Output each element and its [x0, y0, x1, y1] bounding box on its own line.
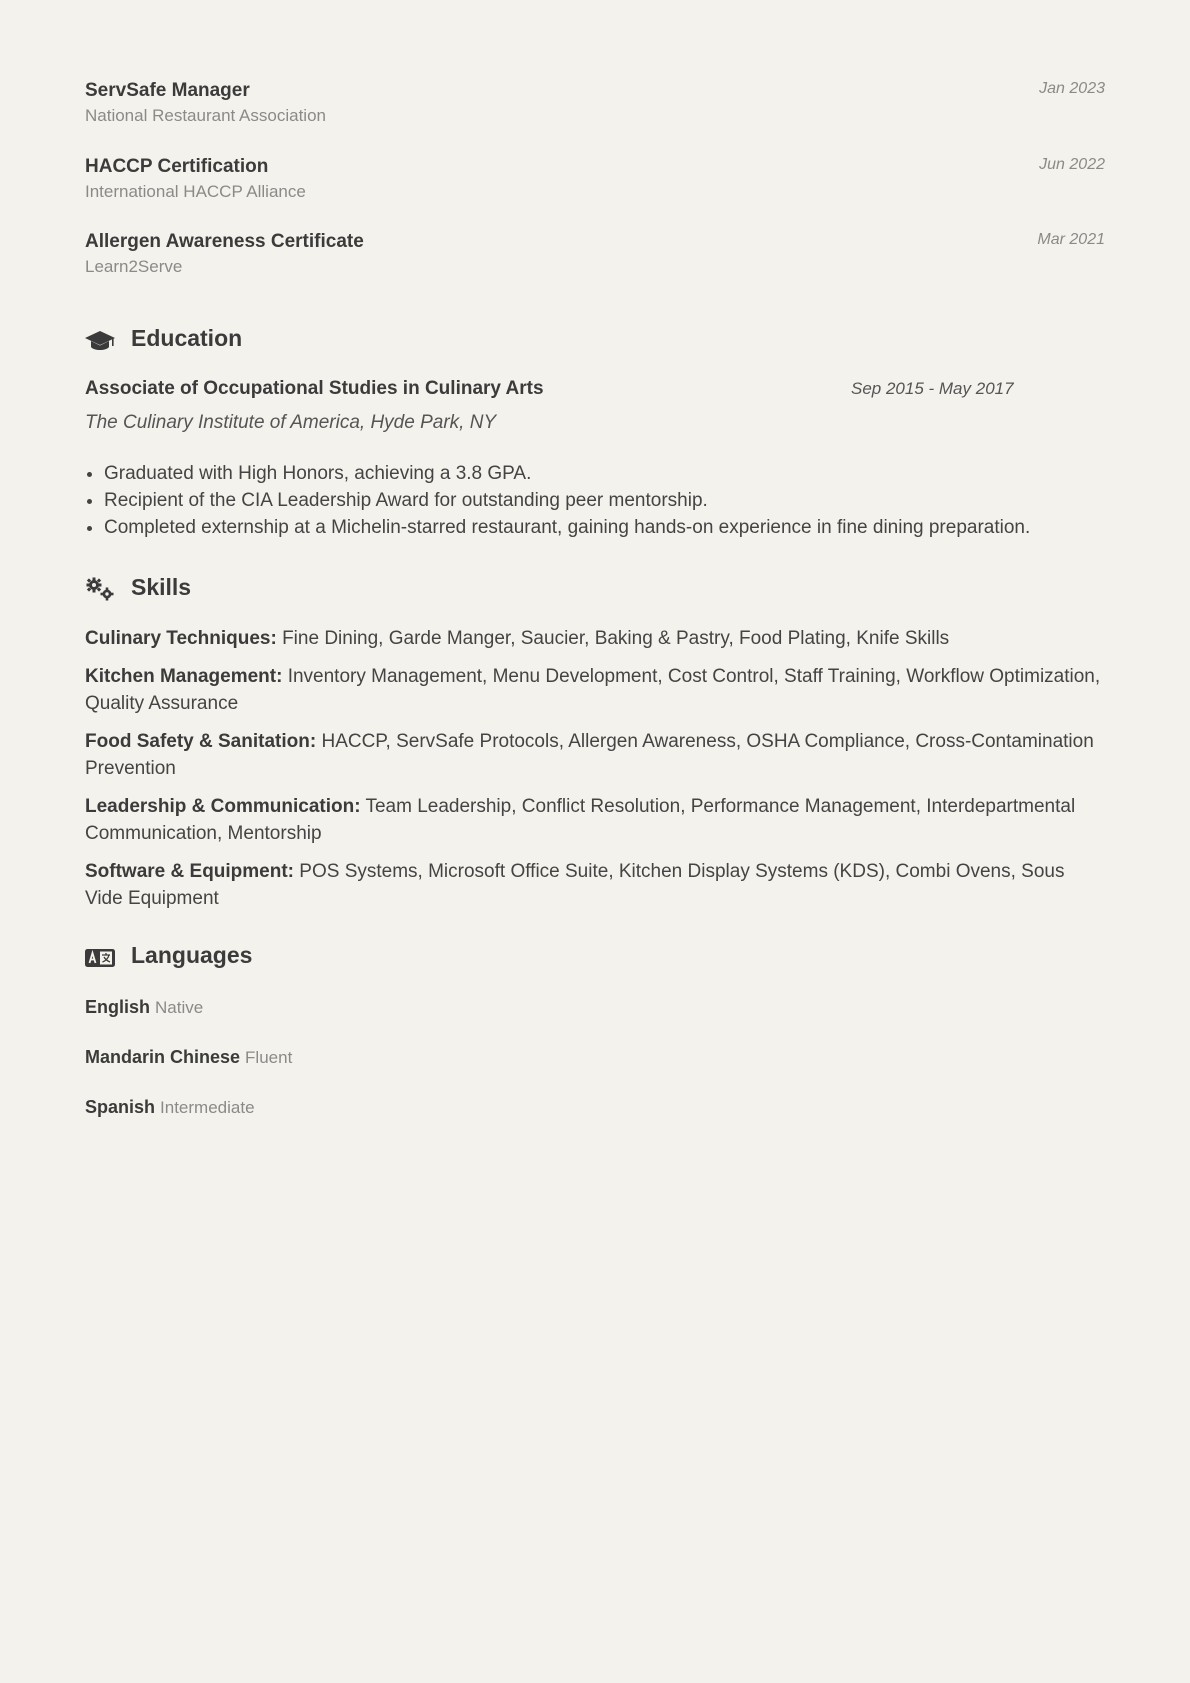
- language-entry: [85, 1047, 292, 1068]
- skill-category: Kitchen Management:: [85, 666, 283, 687]
- certification-issuer: International HACCP Alliance: [85, 182, 306, 201]
- certification-date: Mar 2021: [1037, 231, 1105, 248]
- list-item: Graduated with High Honors, achieving a 3.8 GPA.: [85, 460, 1125, 487]
- section-title-education: Education: [131, 325, 243, 351]
- section-title-skills: Skills: [131, 574, 192, 600]
- list-item: Recipient of the CIA Leadership Award for outstanding peer mentorship.: [85, 487, 1125, 514]
- skill-category: Culinary Techniques:: [85, 628, 277, 649]
- skill-values: POS Systems, Microsoft Office Suite, Kitchen Display Systems (KDS), Combi Ovens, Sous Vide Equipment: [85, 861, 1065, 909]
- skill-values: Inventory Management, Menu Development, Cost Control, Staff Training, Workflow Optimization, Quality Assurance: [85, 666, 1101, 714]
- skill-category: Software & Equipment:: [85, 861, 295, 882]
- education-highlights: [85, 460, 1125, 541]
- skill-values: Fine Dining, Garde Manger, Saucier, Baking & Pastry, Food Plating, Knife Skills: [282, 628, 950, 649]
- graduation-cap-icon: [85, 328, 115, 354]
- language-icon: [85, 945, 115, 971]
- language-level: Native: [155, 998, 204, 1017]
- gears-icon: [85, 577, 115, 603]
- skill-entry: [85, 793, 1105, 847]
- certification-date: Jun 2022: [1039, 156, 1105, 173]
- skill-category: Leadership & Communication:: [85, 796, 361, 817]
- language-name: Spanish: [85, 1097, 156, 1117]
- education-dates: Sep 2015 - May 2017: [851, 379, 1014, 398]
- skill-entry: [85, 728, 1105, 782]
- language-entry: [85, 997, 203, 1018]
- certification-name: Allergen Awareness Certificate: [85, 231, 364, 252]
- certification-name: HACCP Certification: [85, 156, 269, 177]
- certification-date: Jan 2023: [1039, 80, 1105, 97]
- skill-category: Food Safety & Sanitation:: [85, 731, 317, 752]
- language-entry: [85, 1097, 255, 1118]
- language-level: Intermediate: [160, 1098, 255, 1117]
- skill-entry: [85, 663, 1105, 717]
- skill-values: HACCP, ServSafe Protocols, Allergen Awareness, OSHA Compliance, Cross-Contamination Prevention: [85, 731, 1094, 779]
- language-level: Fluent: [245, 1048, 293, 1067]
- skill-entry: [85, 858, 1105, 912]
- skill-entry: [85, 625, 1105, 652]
- education-school: The Culinary Institute of America, Hyde Park, NY: [85, 412, 497, 433]
- certification-issuer: National Restaurant Association: [85, 106, 326, 125]
- section-title-languages: Languages: [131, 942, 253, 968]
- list-item: Completed externship at a Michelin-starred restaurant, gaining hands-on experience in fine dining preparation.: [85, 514, 1125, 541]
- language-name: Mandarin Chinese: [85, 1047, 241, 1067]
- certification-issuer: Learn2Serve: [85, 257, 183, 276]
- skill-values: Team Leadership, Conflict Resolution, Performance Management, Interdepartmental Communication, Mentorship: [85, 796, 1076, 844]
- education-degree: Associate of Occupational Studies in Culinary Arts: [85, 378, 544, 399]
- language-name: English: [85, 997, 151, 1017]
- certification-name: ServSafe Manager: [85, 80, 250, 101]
